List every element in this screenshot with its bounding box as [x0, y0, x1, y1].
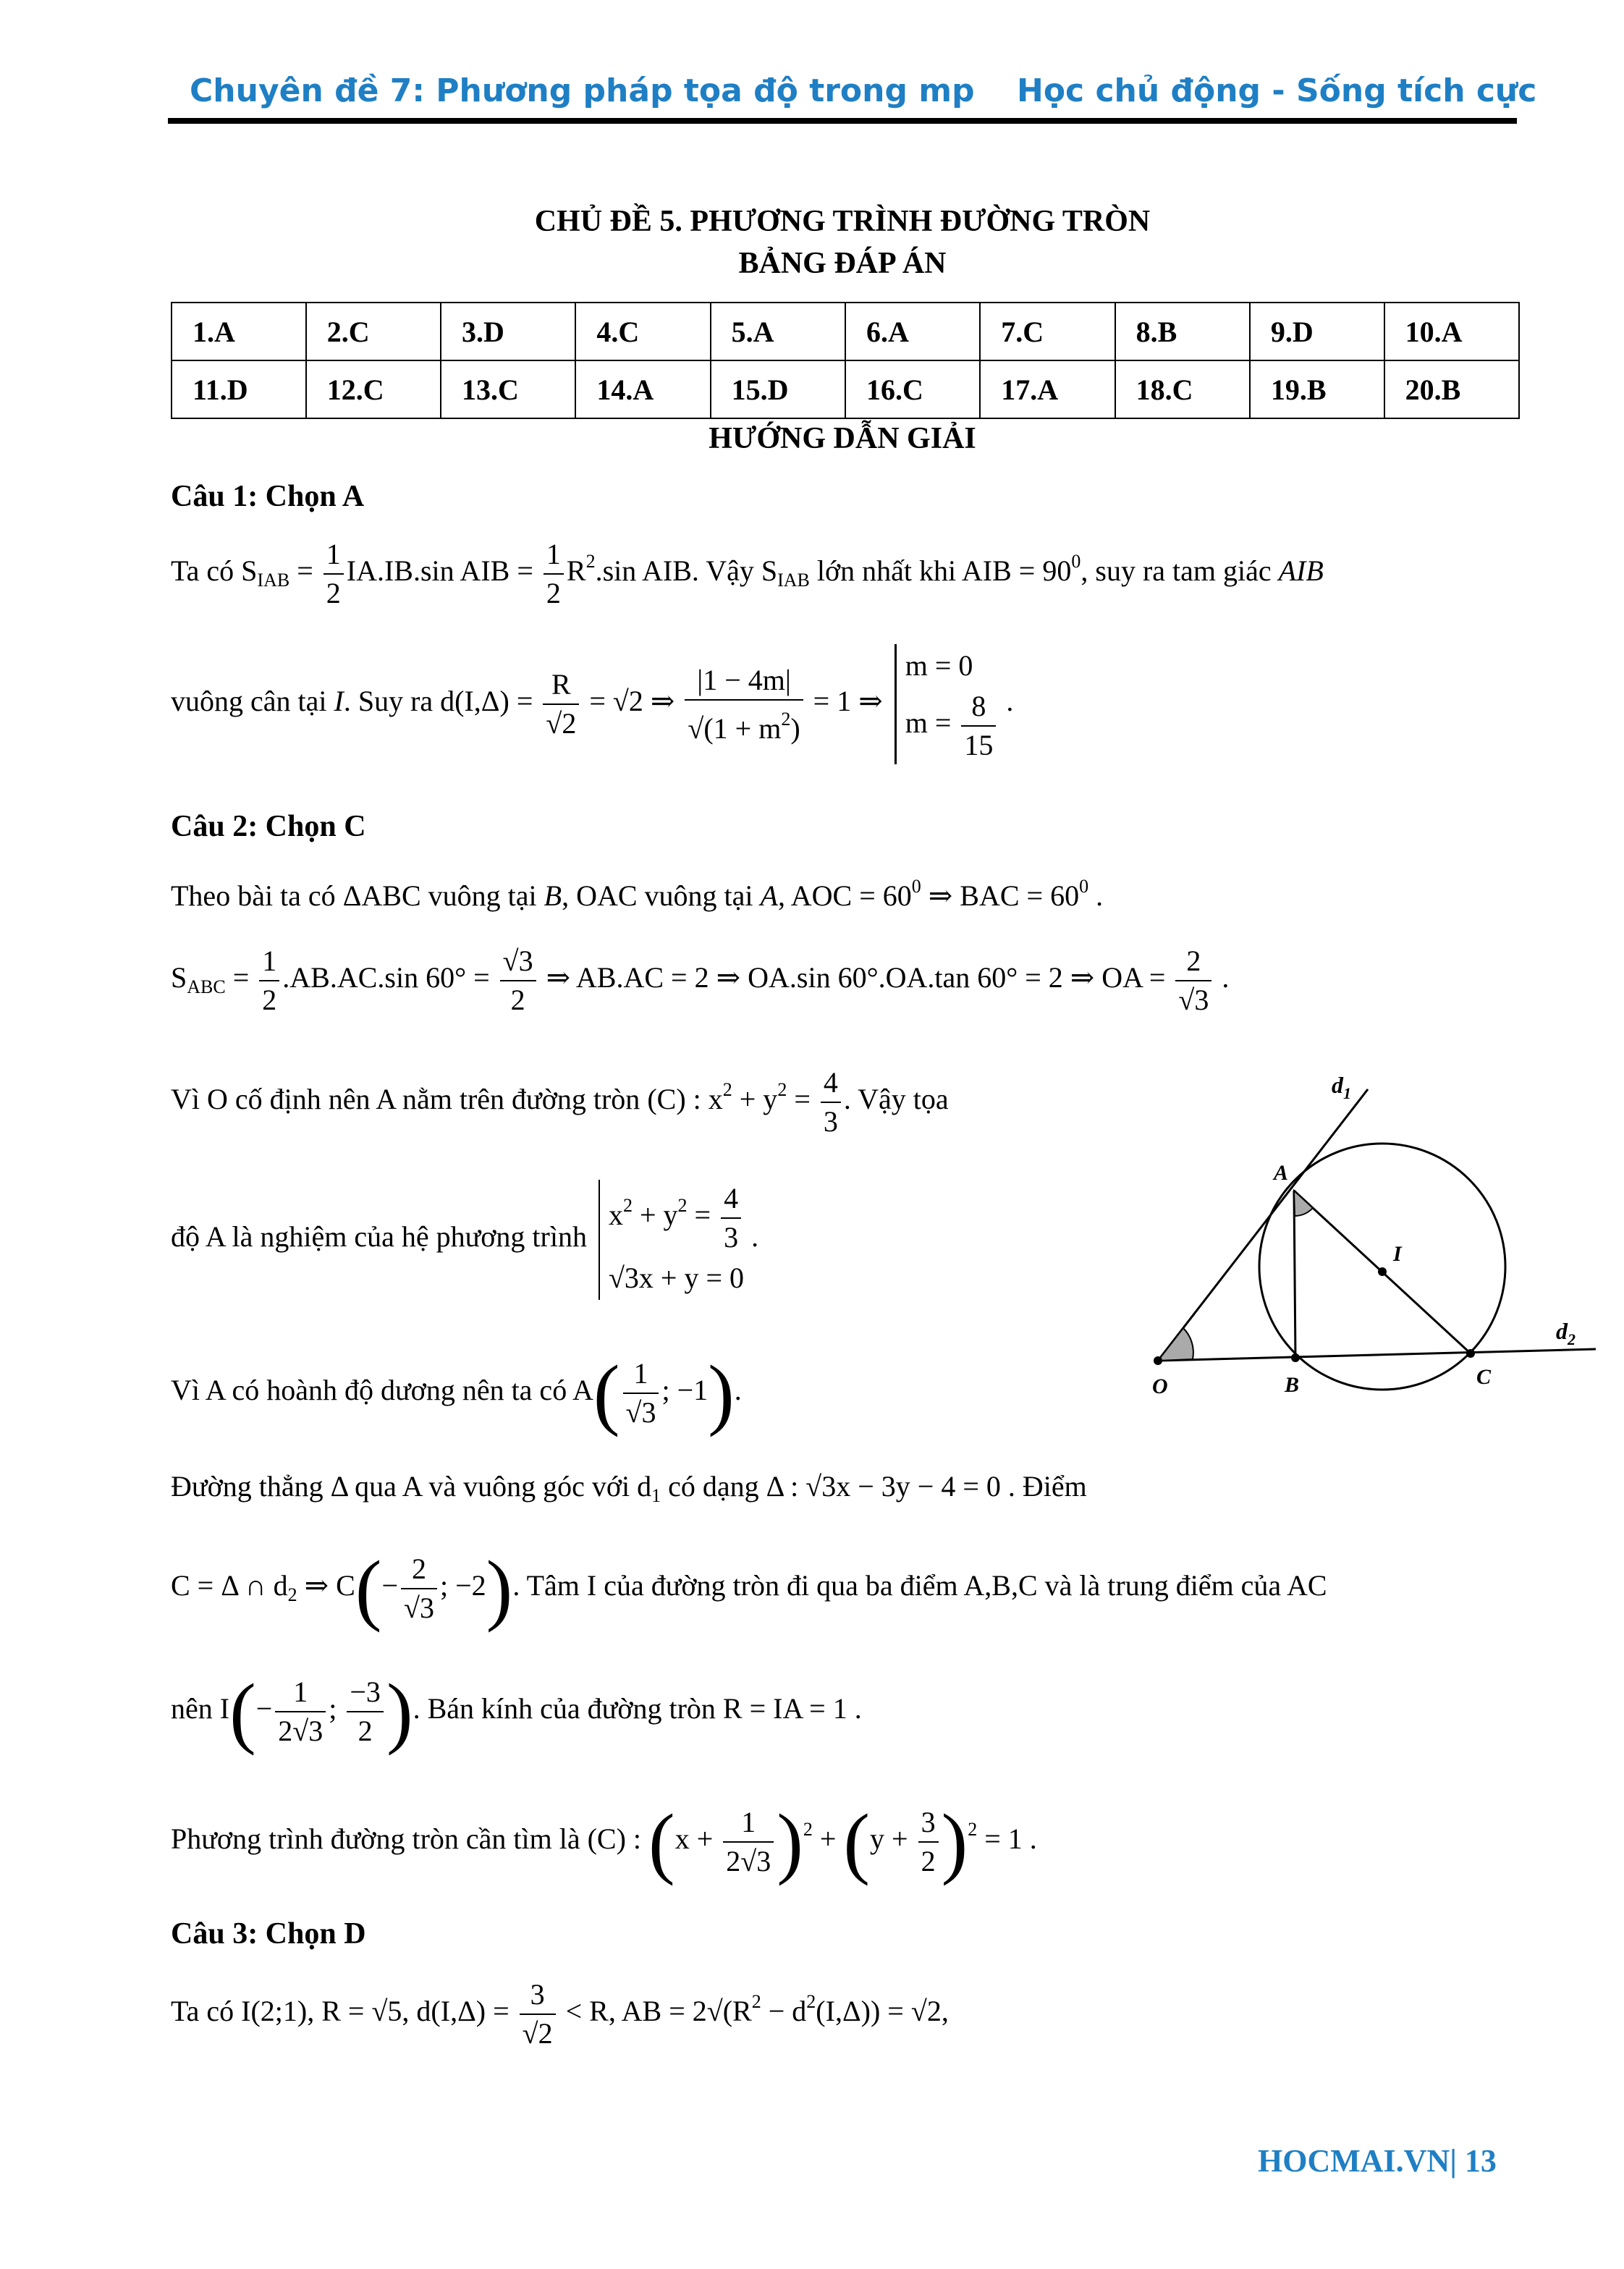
- answer-cell: 2.C: [306, 303, 441, 360]
- answer-cell: 17.A: [980, 360, 1115, 418]
- table-row: [172, 360, 1519, 418]
- geometry-figure: [1136, 1071, 1599, 1411]
- answer-cell: 16.C: [845, 360, 980, 418]
- angle-o-mark: [1158, 1328, 1193, 1361]
- answer-cell: 7.C: [980, 303, 1115, 360]
- page-footer: HOCMAI.VN| 13: [1258, 2143, 1497, 2179]
- q2-heading: Câu 2: Chọn C: [171, 810, 366, 843]
- header-rule: [168, 118, 1517, 124]
- answer-cell: 12.C: [306, 360, 441, 418]
- answer-cell: 11.D: [172, 360, 306, 418]
- q3-line1: Ta có I(2;1), R = √5, d(I,Δ) = $\frac{3}{√2}$ < R, AB = $2√(R^2 - d^2(I,\Delta)) = √2$,: [171, 1976, 949, 2053]
- answer-cell: 6.A: [845, 303, 980, 360]
- q2-line1: Theo bài ta có ΔABC vuông tại B, OAC vuông tại A, AOC = $60^0$ ⇒ BAC = $60^0$ .: [171, 876, 1104, 912]
- answer-table: [171, 302, 1520, 419]
- label-c: C: [1476, 1365, 1492, 1389]
- label-o: O: [1152, 1374, 1168, 1398]
- answer-table-title: BẢNG ĐÁP ÁN: [738, 247, 947, 280]
- label-d1: $d_1$: [1332, 1072, 1351, 1102]
- answer-cell: 13.C: [441, 360, 575, 418]
- answer-cell: 3.D: [441, 303, 575, 360]
- answer-cell: 18.C: [1115, 360, 1250, 418]
- header-right-title: Học chủ động - Sống tích cực: [1017, 72, 1537, 109]
- q1-heading: Câu 1: Chọn A: [171, 480, 365, 513]
- answer-cell: 4.C: [575, 303, 710, 360]
- point-b: [1291, 1353, 1300, 1362]
- q1-line1: Ta có $S_{IAB}$ = $\frac{1}{2}$ IA.IB.sin AIB = $\frac{1}{2}$ $R^2.\sin$ AIB. Vậy $S_{IAB}$ lớn nhất khi AIB = $90^0$, suy ra tam giác AIB: [171, 536, 1324, 612]
- page-title: CHỦ ĐỀ 5. PHƯƠNG TRÌNH ĐƯỜNG TRÒN: [534, 205, 1151, 238]
- answer-cell: 9.D: [1250, 303, 1384, 360]
- angle-a-mark: [1294, 1191, 1313, 1216]
- label-i: I: [1393, 1242, 1402, 1266]
- q1-line2: vuông cân tại I. Suy ra d(I,Δ) = $\frac{R}{√2}$ = √2 ⇒ $\frac{|1 - 4m|}{√(1 + m^2)}$ = 1 ⇒ m = 0 m = $\frac{8}{15}$ .: [171, 644, 1013, 764]
- q2-line2: $S_{ABC}$ = $\frac{1}{2}$ .AB.AC.sin 60° = $\frac{√3}{2}$ ⇒ AB.AC = 2 ⇒ OA.sin 60°.OA.tan 60° = 2 ⇒ OA = $\frac{2}{√3}$ .: [171, 942, 1229, 1019]
- point-o: [1154, 1356, 1162, 1365]
- q3-heading: Câu 3: Chọn D: [171, 1917, 366, 1951]
- answer-cell: 8.B: [1115, 303, 1250, 360]
- answer-cell: 19.B: [1250, 360, 1384, 418]
- answer-cell: 5.A: [711, 303, 845, 360]
- answer-cell: 14.A: [575, 360, 710, 418]
- q2-line5: Vì A có hoành độ dương nên ta có A( $\frac{1}{√3}$ ; −1).: [171, 1349, 742, 1437]
- answer-cell: 10.A: [1384, 303, 1519, 360]
- q2-line3: Vì O cố định nên A nằm trên đường tròn (C) : $x^2 + y^2$ = $\frac{4}{3}$ . Vậy tọa: [171, 1064, 949, 1141]
- line-d2: [1158, 1349, 1596, 1361]
- answer-cell: 20.B: [1384, 360, 1519, 418]
- answer-cell: 1.A: [172, 303, 306, 360]
- label-b: B: [1285, 1373, 1300, 1397]
- q2-line8: nên I(− $\frac{1}{2√3}$ ; $\frac{-3}{2}$ ). Bán kính của đường tròn R = IA = 1 .: [171, 1668, 862, 1756]
- label-d2: $d_2$: [1556, 1318, 1576, 1348]
- answer-cell: 15.D: [711, 360, 845, 418]
- point-i: [1378, 1267, 1387, 1276]
- table-row: [172, 303, 1519, 360]
- point-c: [1466, 1349, 1475, 1358]
- q2-line6: Đường thẳng Δ qua A và vuông góc với $d_1$ có dạng Δ : √3x − 3y − 4 = 0 . Điểm: [171, 1470, 1087, 1506]
- guide-title: HƯỚNG DẪN GIẢI: [709, 422, 976, 455]
- header-left-title: Chuyên đề 7: Phương pháp tọa độ trong mp: [190, 72, 975, 109]
- q2-line7: C = Δ ∩ $d_2$ ⇒ C(− $\frac{2}{√3}$ ; −2). Tâm I của đường tròn đi qua ba điểm A,B,C và là trung điểm của AC: [171, 1545, 1327, 1633]
- label-a: A: [1274, 1161, 1289, 1185]
- q2-line9: Phương trình đường tròn cần tìm là (C) : (x + $\frac{1}{2√3}$ )$^2$ + (y + $\frac{3}{2}$ )$^2$ = 1 .: [171, 1798, 1037, 1886]
- q2-line4: độ A là nghiệm của hệ phương trình $x^2 + y^2$ = $\frac{4}{3}$ √3x + y = 0 .: [171, 1180, 758, 1300]
- line-d1: [1158, 1089, 1368, 1361]
